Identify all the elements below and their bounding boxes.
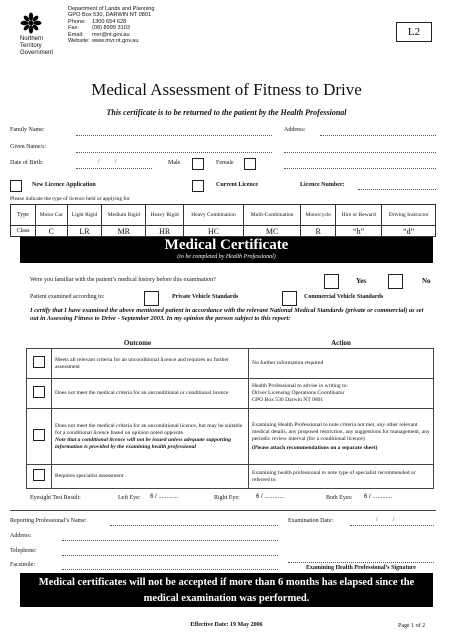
male-checkbox[interactable] [192, 158, 204, 170]
signature-label: Examining Health Professional’s Signature [305, 565, 417, 571]
website-value: www.mvr.nt.gov.au [92, 38, 139, 45]
familiar-question: Were you familiar with the patient’s medical history before this examination? [30, 277, 216, 283]
logo-line-3: Government [20, 50, 54, 56]
private-standards-label: Private Vehicle Standards [172, 294, 239, 300]
telephone-input[interactable] [62, 555, 278, 556]
medical-certificate-banner [20, 237, 433, 263]
type-motor-car: Motor Car [36, 205, 68, 226]
class-label: Class [11, 226, 36, 237]
prof-address-input[interactable] [62, 540, 278, 541]
facsimile-label: Facsimile: [10, 562, 35, 568]
right-eye-label: Right Eye: [214, 495, 240, 501]
type-light-rigid: Light Rigid [67, 205, 102, 226]
reporting-professional-label: Reporting Professional’s Name: [10, 518, 87, 524]
examined-label: Patient examined according to: [30, 294, 105, 300]
signature-input[interactable] [288, 562, 434, 563]
given-names-label: Given Name/s: [10, 144, 47, 150]
yes-checkbox[interactable] [324, 274, 339, 289]
dept-address: GPO Box 530, DARWIN NT 0801 [68, 12, 152, 19]
nt-government-logo [20, 12, 60, 62]
action-3-text: Examining Health Professional to note criteria not met, any other relevant medical details, any proposed restriction, any suggestions for management, any periodic review interval (for a conditional licence) [252, 421, 430, 442]
dob-label: Date of Birth: [10, 160, 44, 166]
outcome-header: Outcome [27, 339, 249, 349]
effective-date: Effective Date: 19 May 2006 [190, 622, 263, 628]
website-label: Website: [68, 38, 90, 45]
private-standards-checkbox[interactable] [144, 291, 159, 306]
eyesight-label: Eyesight Test Result: [30, 495, 81, 501]
current-licence-checkbox[interactable] [192, 180, 204, 192]
left-eye-label: Left Eye: [118, 495, 141, 501]
class-c[interactable]: C [36, 226, 68, 237]
no-checkbox[interactable] [388, 274, 403, 289]
fax-value: (08) 8999 3103 [92, 25, 130, 32]
outcome-row [27, 349, 434, 379]
licence-number-input[interactable] [358, 189, 436, 190]
page-subtitle: This certificate is to be returned to the patient by the Health Professional [106, 108, 347, 117]
divider [10, 510, 436, 511]
family-name-label: Family Name: [10, 127, 45, 133]
exam-date-label: Examination Date: [288, 518, 334, 524]
male-label: Male [168, 160, 181, 166]
outcome-3-text: Does not meet the medical criteria for an unconditional licence, but may be suitable for a conditional licence based on opinion noted opposite. [55, 422, 243, 436]
type-heavy-combination: Heavy Combination [184, 205, 244, 226]
form-code: L2 [407, 26, 421, 38]
action-header: Action [249, 339, 434, 349]
outcome-row [27, 379, 434, 409]
fax-label: Fax: [68, 25, 79, 32]
certificate-title: Medical Certificate [164, 237, 289, 253]
both-eyes-label: Both Eyes: [326, 495, 353, 501]
form-code-box [396, 22, 432, 42]
left-eye-value[interactable]: 6 / ............ [150, 494, 179, 500]
commercial-standards-checkbox[interactable] [282, 291, 297, 306]
class-h[interactable]: “h” [336, 226, 382, 237]
outcome-action-table [26, 339, 434, 489]
telephone-label: Telephone: [10, 548, 37, 554]
action-4-text: Examining health professional to note type of specialist recommended or referred to. [249, 465, 434, 489]
type-multi-combination: Multi-Combination [243, 205, 301, 226]
both-eyes-value[interactable]: 6 / ............ [364, 494, 393, 500]
outcome-1-checkbox[interactable] [33, 356, 45, 368]
phone-value: 1300 654 628 [92, 18, 127, 25]
email-label: Email: [68, 31, 84, 38]
licence-type-table [10, 204, 436, 237]
outcome-4-text: Requires specialist assessment [52, 465, 249, 489]
type-hire-or-reward: Hire or Reward [336, 205, 382, 226]
female-checkbox[interactable] [244, 158, 256, 170]
phone-label: Phone: [68, 18, 86, 25]
class-r[interactable]: R [301, 226, 336, 237]
address-label: Address: [284, 127, 306, 133]
family-name-input[interactable] [76, 135, 272, 136]
outcome-1-text: Meets all relevant criteria for an unconditional licence and requires no further assessment [52, 349, 249, 379]
action-2-text: Health Professional to advise in writing to: Driver Licensing Operations Coordinator GPO Box 530 Darwin NT 0801 [249, 379, 434, 409]
class-hc[interactable]: HC [184, 226, 244, 237]
outcome-2-text: Does not meet the medical criteria for an unconditional or conditional licence [52, 379, 249, 409]
address-label-prof: Address: [10, 533, 32, 539]
commercial-standards-label: Commercial Vehicle Standards [304, 294, 384, 300]
certify-statement: I certify that I have examined the above mentioned patient in accordance with the relevant National Medical Standards (private or commercial) as set out in Assessing Fitness to Drive - September 2003. In my opinion the person subject to this report: [30, 307, 424, 322]
facsimile-input[interactable] [62, 569, 278, 570]
no-label: No [422, 277, 431, 285]
action-1-text: No further information required [249, 349, 434, 379]
yes-label: Yes [356, 277, 367, 285]
given-names-input[interactable] [76, 152, 272, 153]
email-value: mvr@nt.gov.au [92, 31, 130, 38]
type-medium-rigid: Medium Rigid [102, 205, 146, 226]
licence-number-label: Licence Number: [300, 182, 345, 188]
page-title: Medical Assessment of Fitness to Drive [91, 80, 362, 99]
flower-logo-icon [20, 12, 42, 34]
licence-type-instruction: Please indicate the type of licence held or applying for [10, 196, 130, 202]
validity-warning: Medical certificates will not be accepted if more than 6 months has elapsed since the medical examination was performed. [20, 573, 433, 607]
type-heavy-rigid: Heavy Rigid [146, 205, 184, 226]
outcome-row [27, 409, 434, 465]
dob-slashes: / / [98, 159, 117, 165]
dept-name: Department of Lands and Planning [68, 6, 155, 12]
right-eye-value[interactable]: 6 / ............ [256, 494, 285, 500]
outcome-row [27, 465, 434, 489]
department-contact [68, 6, 154, 44]
class-d[interactable]: “d” [382, 226, 436, 237]
class-mr[interactable]: MR [102, 226, 146, 237]
new-licence-checkbox[interactable] [10, 180, 22, 192]
exam-date-input[interactable] [350, 525, 434, 526]
reporting-professional-input[interactable] [110, 525, 278, 526]
logo-line-1: Northern [20, 36, 44, 42]
exam-date-slashes: / / [376, 517, 395, 523]
type-label: Type [11, 205, 36, 226]
new-licence-label: New Licence Application [32, 182, 96, 188]
type-driving-instructor: Driving Instructor [382, 205, 436, 226]
page-number: Page 1 of 2 [398, 623, 426, 629]
outcome-4-checkbox[interactable] [33, 469, 45, 481]
type-motorcycle: Motorcycle [301, 205, 336, 226]
address-input[interactable] [320, 135, 436, 136]
class-mc[interactable]: MC [243, 226, 301, 237]
address-input-2[interactable] [284, 152, 436, 153]
outcome-3-checkbox[interactable] [33, 429, 45, 441]
logo-line-2: Territory [20, 43, 42, 49]
outcome-3-note: Note that a conditional licence will not be issued unless adequate supporting information is provided by the examining health professional [55, 436, 232, 450]
class-hr[interactable]: HR [146, 226, 184, 237]
action-3-note: (Please attach recommendations on a separate sheet) [252, 444, 378, 451]
outcome-2-checkbox[interactable] [33, 386, 45, 398]
dob-input[interactable] [76, 168, 152, 169]
class-lr[interactable]: LR [67, 226, 102, 237]
current-licence-label: Current Licence [216, 182, 259, 188]
female-label: Female [216, 160, 234, 166]
address-input-3[interactable] [284, 168, 436, 169]
certificate-subtitle: (to be completed by Health Professional) [177, 254, 276, 260]
